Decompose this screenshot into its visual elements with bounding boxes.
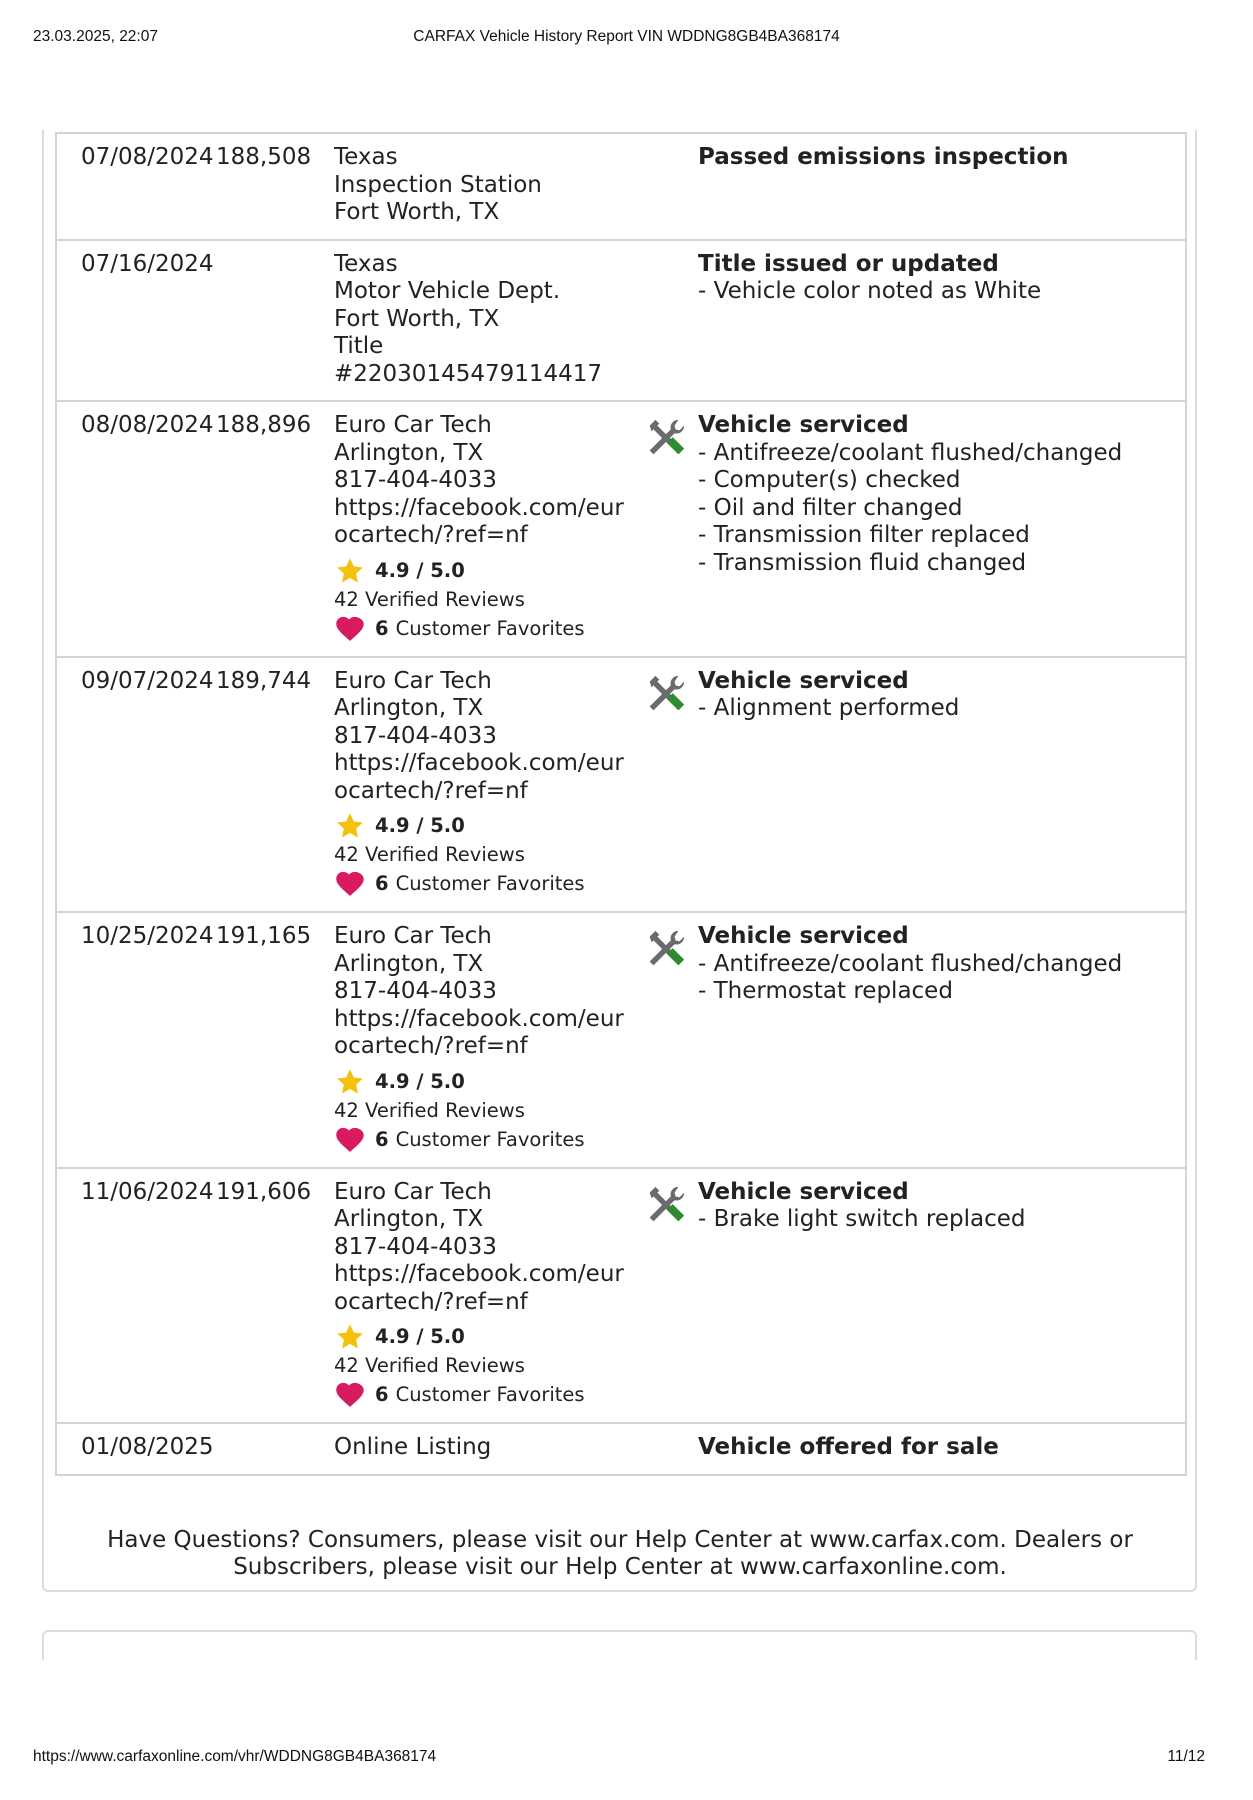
star-icon xyxy=(334,811,366,841)
record-source xyxy=(334,1423,636,1475)
source-rating xyxy=(334,556,636,586)
history-row xyxy=(56,912,1186,1168)
comment-item: - Transmission filter replaced xyxy=(698,522,1185,550)
heart-icon xyxy=(334,1380,366,1410)
source-rating xyxy=(334,1322,636,1352)
record-icon-cell xyxy=(636,1423,698,1475)
source-website-link[interactable]: https://facebook.com/eurocartech/?ref=nf xyxy=(334,494,624,548)
history-row xyxy=(56,133,1186,240)
history-table-body xyxy=(56,133,1186,1475)
heart-icon xyxy=(334,869,366,899)
service-wrench-icon xyxy=(642,672,688,718)
history-table xyxy=(55,132,1187,1476)
favorites-count: 6 xyxy=(375,1127,389,1151)
source-line: #22030145479114417 xyxy=(334,360,603,387)
comment-item: - Transmission fluid changed xyxy=(698,550,1185,578)
comment-item: - Oil and filter changed xyxy=(698,495,1185,523)
service-wrench-icon xyxy=(642,1183,688,1229)
print-url: https://www.carfaxonline.com/vhr/WDDNG8GB4BA368174 xyxy=(33,1748,437,1765)
rating-value: 4.9 / 5.0 xyxy=(375,558,465,582)
favorites-label: Customer Favorites xyxy=(395,616,585,640)
source-website-link[interactable]: https://facebook.com/eurocartech/?ref=nf xyxy=(334,1005,624,1059)
help-center-text: Have Questions? Consumers, please visit our Help Center at www.carfax.com. Dealers or Subscribers, please visit our Help Center at www.carfaxonline.com. xyxy=(107,1527,1133,1580)
comment-item: - Antifreeze/coolant flushed/changed xyxy=(698,440,1185,468)
source-rating xyxy=(334,811,636,841)
source-website-link[interactable]: https://facebook.com/eurocartech/?ref=nf xyxy=(334,1261,624,1315)
comment-item: - Thermostat replaced xyxy=(698,978,1185,1006)
print-header xyxy=(33,28,1220,50)
record-date: 10/25/2024 xyxy=(56,912,216,1168)
comment-item: - Computer(s) checked xyxy=(698,467,1185,495)
record-source xyxy=(334,133,636,240)
record-source xyxy=(334,912,636,1168)
history-row xyxy=(56,657,1186,913)
rating-value: 4.9 / 5.0 xyxy=(375,1069,465,1093)
record-comments xyxy=(698,912,1186,1168)
record-date: 07/08/2024 xyxy=(56,133,216,240)
record-odometer: 191,606 xyxy=(216,1168,334,1424)
record-icon-cell xyxy=(636,657,698,913)
record-source xyxy=(334,657,636,913)
source-line: Arlington, TX xyxy=(334,950,484,977)
record-source xyxy=(334,240,636,402)
source-line: 817-404-4033 xyxy=(334,722,497,749)
record-odometer: 189,744 xyxy=(216,657,334,913)
print-title: CARFAX Vehicle History Report VIN WDDNG8GB4BA368174 xyxy=(413,28,840,45)
star-icon xyxy=(334,1322,366,1352)
comment-title: Vehicle serviced xyxy=(698,412,909,438)
record-odometer: 188,896 xyxy=(216,401,334,657)
star-icon xyxy=(334,1067,366,1097)
source-line: Euro Car Tech xyxy=(334,667,492,694)
source-line: Arlington, TX xyxy=(334,1206,484,1232)
print-footer xyxy=(33,1748,1205,1770)
favorites-label: Customer Favorites xyxy=(395,1127,585,1151)
favorites-count: 6 xyxy=(375,872,389,896)
verified-reviews-link[interactable]: 42 Verified Reviews xyxy=(334,843,525,866)
next-section-card xyxy=(42,1630,1197,1660)
customer-favorites xyxy=(334,1125,636,1155)
source-line: Title xyxy=(334,333,384,359)
favorites-count: 6 xyxy=(375,616,389,640)
record-comments xyxy=(698,1168,1186,1424)
print-datetime: 23.03.2025, 22:07 xyxy=(33,28,158,45)
record-icon-cell xyxy=(636,240,698,402)
source-line: Euro Car Tech xyxy=(334,412,492,438)
customer-favorites xyxy=(334,1380,636,1410)
rating-value: 4.9 / 5.0 xyxy=(375,814,465,838)
history-row xyxy=(56,1423,1186,1475)
record-icon-cell xyxy=(636,1168,698,1424)
source-line: Inspection Station xyxy=(334,171,542,198)
favorites-label: Customer Favorites xyxy=(395,872,585,896)
customer-favorites xyxy=(334,869,636,899)
verified-reviews-link[interactable]: 42 Verified Reviews xyxy=(334,587,525,611)
comment-title: Passed emissions inspection xyxy=(698,144,1069,170)
record-odometer xyxy=(216,1423,334,1475)
record-date: 01/08/2025 xyxy=(56,1423,216,1475)
record-icon-cell xyxy=(636,912,698,1168)
comment-title: Vehicle offered for sale xyxy=(698,1434,999,1460)
source-line: Fort Worth, TX xyxy=(334,305,500,332)
service-wrench-icon xyxy=(642,416,688,462)
source-line: 817-404-4033 xyxy=(334,1233,497,1260)
verified-reviews-link[interactable]: 42 Verified Reviews xyxy=(334,1354,525,1377)
source-line: Arlington, TX xyxy=(334,439,484,466)
record-date: 09/07/2024 xyxy=(56,657,216,913)
source-line: 817-404-4033 xyxy=(334,467,497,493)
record-comments xyxy=(698,240,1186,402)
record-icon-cell xyxy=(636,133,698,240)
history-row xyxy=(56,240,1186,402)
record-comments xyxy=(698,133,1186,240)
rating-value: 4.9 / 5.0 xyxy=(375,1325,465,1349)
comment-title: Title issued or updated xyxy=(698,250,999,277)
record-source xyxy=(334,401,636,657)
record-comments xyxy=(698,1423,1186,1475)
favorites-label: Customer Favorites xyxy=(395,1383,585,1407)
comment-item: - Vehicle color noted as White xyxy=(698,278,1185,306)
comment-item: - Brake light switch replaced xyxy=(698,1206,1185,1234)
source-rating xyxy=(334,1067,636,1097)
source-website-link[interactable]: https://facebook.com/eurocartech/?ref=nf xyxy=(334,750,624,804)
record-odometer: 191,165 xyxy=(216,912,334,1168)
record-icon-cell xyxy=(636,401,698,657)
service-wrench-icon xyxy=(642,927,688,973)
page-number: 11/12 xyxy=(1167,1748,1205,1765)
comment-title: Vehicle serviced xyxy=(698,667,909,694)
source-line: Fort Worth, TX xyxy=(334,199,500,225)
record-date: 11/06/2024 xyxy=(56,1168,216,1424)
record-date: 07/16/2024 xyxy=(56,240,216,402)
verified-reviews-link[interactable]: 42 Verified Reviews xyxy=(334,1098,525,1122)
history-row xyxy=(56,1168,1186,1424)
source-line: 817-404-4033 xyxy=(334,978,497,1004)
record-odometer: 188,508 xyxy=(216,133,334,240)
record-comments xyxy=(698,657,1186,913)
heart-icon xyxy=(334,1125,366,1155)
source-line: Texas xyxy=(334,144,398,170)
comment-title: Vehicle serviced xyxy=(698,1178,909,1205)
source-line: Euro Car Tech xyxy=(334,1178,492,1205)
source-line: Arlington, TX xyxy=(334,695,484,721)
star-icon xyxy=(334,556,366,586)
record-comments xyxy=(698,401,1186,657)
comment-item: - Antifreeze/coolant flushed/changed xyxy=(698,951,1185,979)
record-odometer xyxy=(216,240,334,402)
source-line: Euro Car Tech xyxy=(334,923,492,949)
source-line: Online Listing xyxy=(334,1434,492,1460)
favorites-count: 6 xyxy=(375,1383,389,1407)
heart-icon xyxy=(334,614,366,644)
history-row xyxy=(56,401,1186,657)
source-line: Motor Vehicle Dept. xyxy=(334,278,561,304)
customer-favorites xyxy=(334,614,636,644)
source-line: Texas xyxy=(334,250,398,277)
record-source xyxy=(334,1168,636,1424)
comment-title: Vehicle serviced xyxy=(698,923,909,949)
comment-item: - Alignment performed xyxy=(698,695,1185,723)
record-date: 08/08/2024 xyxy=(56,401,216,657)
